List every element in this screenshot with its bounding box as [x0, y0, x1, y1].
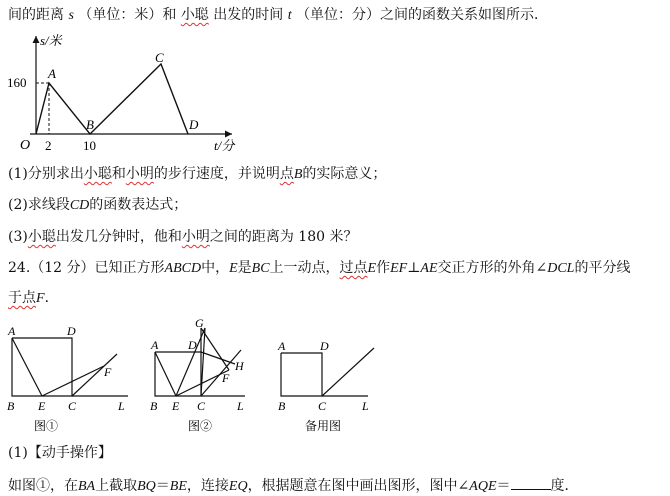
fig2-seg-gc: [201, 328, 205, 396]
fig1-seg-ae: [12, 338, 42, 396]
point-b-label: B: [86, 117, 94, 132]
q24-side-bc: BC: [251, 261, 270, 276]
q24-angle-dcl: DCL: [547, 261, 575, 276]
y-tick-160: 160: [7, 75, 27, 90]
fig1-seg-ef: [42, 366, 104, 396]
p1-seg-ba: BA: [78, 479, 96, 494]
q24-text-n: 交正方形的外角∠: [437, 260, 548, 276]
intro-line: [8, 6, 548, 25]
fig1-label-d: D: [67, 324, 76, 338]
fig3-label-l: L: [362, 399, 369, 413]
q1-text-e: 的步行速度，并说明: [153, 166, 280, 182]
fig2-label-g: G: [195, 316, 204, 330]
q24-point-e: E: [229, 261, 238, 276]
point-d-label: D: [189, 117, 199, 132]
fig3-label-c: C: [318, 399, 327, 413]
q24-text-c: 中，: [201, 260, 230, 276]
q3-text-e: 之间的距离为 180 米？: [209, 229, 358, 245]
fig1-label-c: C: [68, 399, 77, 413]
question-24-line2: [8, 289, 59, 308]
fig2-label-a: A: [151, 338, 159, 352]
q2-segment-cd: CD: [69, 198, 90, 213]
q2-text-c: 的函数表达式；: [89, 197, 188, 213]
intro-text-5: （单位：分）之间的函数关系如图所示．: [296, 7, 549, 23]
q24-text-p: 的平分线: [574, 260, 631, 276]
q1-name-xiaoming: 小明: [125, 166, 154, 182]
p1-text-c: 上截取: [95, 478, 138, 494]
part-1-title-text: (1)【动手操作】: [8, 445, 112, 461]
fig2-label-l: L: [237, 399, 244, 413]
fig3-label-a: A: [278, 339, 286, 353]
intro-var-s: s: [68, 8, 74, 23]
fig1-label-f: F: [104, 365, 112, 379]
fig1-label-b: B: [7, 399, 15, 413]
q24-text-a: 24.（12 分）已知正方形: [8, 260, 165, 276]
fig3-square: [281, 353, 322, 396]
q1-name-xiaocong: 小聪: [83, 166, 112, 182]
answer-blank[interactable]: [511, 475, 551, 490]
p1-seg-bq: BQ: [137, 479, 156, 494]
q24-text-j: 作: [376, 260, 391, 276]
q1-text-a: (1)分别求出: [8, 166, 84, 182]
q24-seg-ef: EF: [390, 261, 408, 276]
question-1: [8, 165, 386, 184]
q24-point-f: F: [36, 291, 45, 306]
fig2-square: [155, 352, 201, 396]
q1-text-f: 点: [279, 166, 294, 182]
p1-seg-be: BE: [169, 479, 187, 494]
p1-angle-aqe: AQE: [469, 479, 497, 494]
p1-text-l: 度．: [550, 478, 579, 494]
q3-text-c: 出发几分钟时，他和: [55, 229, 182, 245]
q24-text-e: 是: [237, 260, 252, 276]
fig2-bisector: [201, 350, 241, 396]
q3-text-a: (3): [8, 229, 28, 245]
question-3: [8, 228, 357, 246]
fig2-label-e: E: [172, 399, 180, 413]
point-a-label: A: [48, 66, 56, 81]
intro-name-xiaocong: 小聪: [180, 7, 209, 23]
graph-polyline: [36, 64, 188, 134]
distance-time-graph: [0, 28, 250, 158]
q24-square-abcd: ABCD: [164, 261, 202, 276]
fig1-square: [12, 338, 72, 396]
x-tick-10: 10: [83, 138, 96, 153]
fig2-caption: 图②: [188, 419, 213, 433]
figure-1: [0, 318, 140, 438]
fig3-bisector: [322, 348, 374, 396]
point-c-label: C: [155, 50, 164, 65]
fig3-caption: 备用图: [305, 419, 342, 433]
question-24-line1: [8, 259, 630, 278]
fig1-label-l: L: [118, 399, 125, 413]
fig1-label-e: E: [38, 399, 46, 413]
q1-text-h: 的实际意义；: [302, 166, 387, 182]
fig2-label-d: D: [188, 338, 197, 352]
fig1-label-a: A: [8, 324, 16, 338]
q3-name-xiaoming: 小明: [181, 229, 210, 245]
q24-perp: ⊥: [407, 260, 421, 276]
q3-name-xiaocong: 小聪: [27, 229, 56, 245]
intro-var-t: t: [287, 8, 292, 23]
part-1-title: [8, 444, 112, 462]
p1-text-a: 如图①，在: [8, 478, 78, 494]
y-axis-label: s/米: [40, 33, 62, 48]
figure-2: [145, 316, 255, 438]
fig1-caption: 图①: [34, 419, 59, 433]
fig2-label-c: C: [197, 399, 206, 413]
p1-seg-eq: EQ: [228, 479, 248, 494]
fig3-label-b: B: [278, 399, 286, 413]
q2-text-a: (2)求线段: [8, 197, 70, 213]
fig2-seg-ae: [155, 352, 176, 396]
fig2-label-h: H: [235, 359, 244, 373]
intro-text-2: （单位：米）和: [78, 7, 177, 23]
p1-eq2: ＝: [496, 478, 511, 494]
q1-text-c: 和: [111, 166, 126, 182]
fig2-label-f: F: [222, 371, 230, 385]
intro-text-1: 间的距离: [8, 7, 64, 23]
q1-point-b: B: [293, 167, 303, 182]
q24-text-g: 上一动点，: [269, 260, 340, 276]
q24-text-line2c: ．: [44, 290, 59, 306]
q24-point-e2: E: [367, 261, 377, 276]
intro-text-4: 出发的时间: [213, 7, 284, 23]
q24-text-line2a: 于点: [8, 290, 36, 306]
p1-eq: ＝: [155, 478, 170, 494]
p1-text-g: ，连接: [186, 478, 229, 494]
q24-seg-ae: AE: [420, 261, 438, 276]
figure-3: [272, 318, 382, 438]
p1-text-i: ，根据题意在图中画出图形，图中∠: [247, 478, 470, 494]
x-tick-2: 2: [45, 138, 52, 153]
q24-text-h: 过点: [339, 260, 368, 276]
fig2-label-b: B: [150, 399, 158, 413]
x-axis-label: t/分: [214, 138, 235, 153]
origin-label: O: [20, 138, 31, 153]
fig3-label-d: D: [320, 339, 329, 353]
question-2: [8, 196, 187, 215]
part-1-text: [8, 475, 579, 496]
